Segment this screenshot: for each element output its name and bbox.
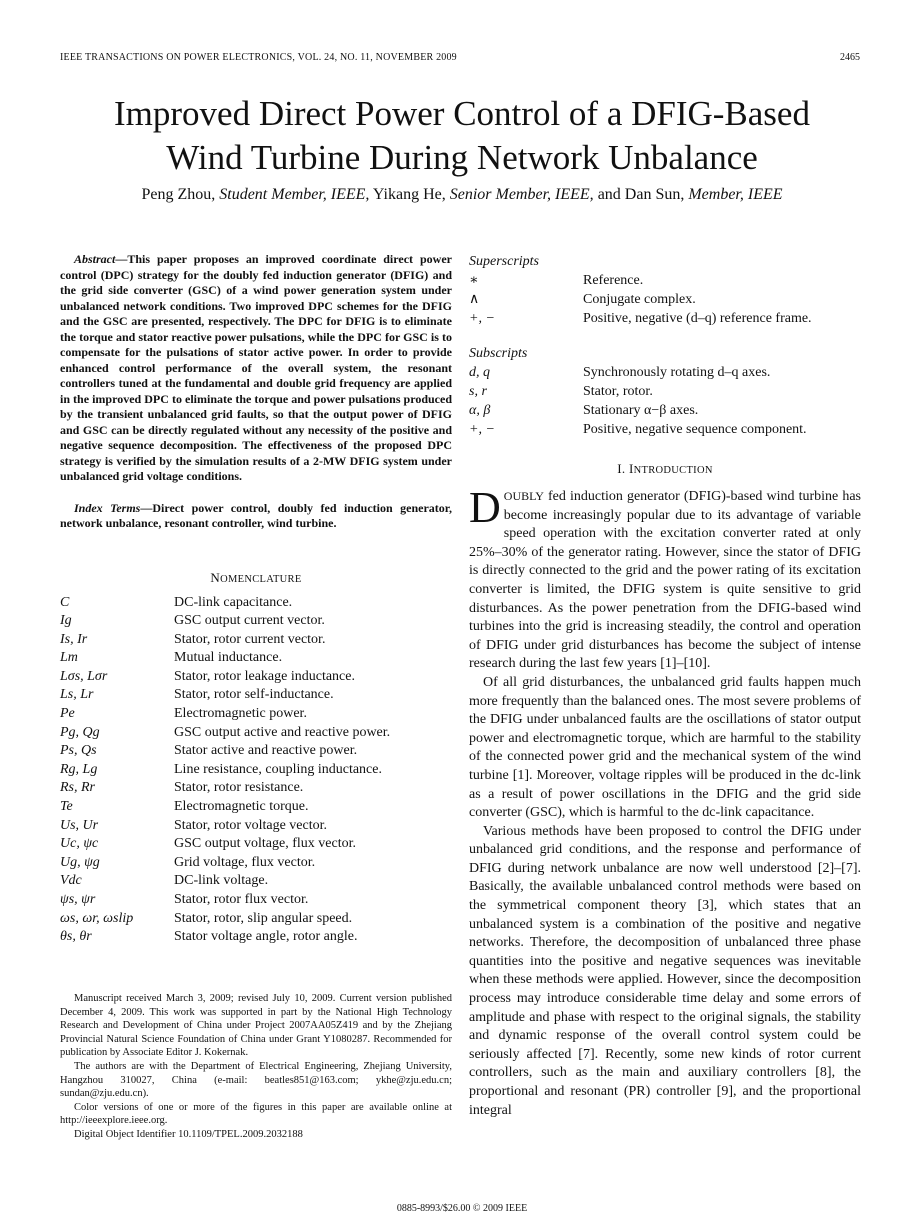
subscripts-list [469, 363, 861, 439]
nomenclature-description: Stator, rotor self-inductance. [174, 687, 334, 703]
nomenclature-symbol: Lσs, Lσr [60, 668, 108, 684]
introduction-body [469, 483, 861, 1120]
nomenclature-description: Grid voltage, flux vector. [174, 854, 316, 870]
intro-paragraph-3: Various methods have been proposed to control the DFIG under unbalanced grid conditions, and the response and performance of DFIG during network unbalance are now well understood [2]–[7]. Basically, the available unbalanced control methods were based on the symmetrical component theory [3], which states that an unbalanced system is a combination of the positive and negative networks. Therefore, the decomposition of unbalanced three phase quantities into the positive and negative sequences was inevitable when these methods were applied. However, since the decomposition process may introduce considerable time delay and some errors of amplitude and phase with respect to the original signals, the stability and dynamic response of the overall control system could be seriously affected [7]. Recently, some new kinds of rotor current controllers, such as the main and auxiliary controllers [8], the proportional and resonant (PR) controller [9], and the proportional integral [469, 823, 861, 1118]
subscript-row [469, 382, 861, 401]
title-line-2: Wind Turbine During Network Unbalance [166, 138, 758, 177]
subscript-row [469, 363, 861, 382]
nomenclature-row [60, 761, 452, 780]
footnote-color: Color versions of one or more of the figures in this paper are available online at http://ieeexplore.ieee.org. [60, 1101, 452, 1127]
nomenclature-description: GSC output active and reactive power. [174, 724, 391, 740]
intro-paragraph-1: DOUBLY fed induction generator (DFIG)-based wind turbine has become increasingly popular due to its advantage of variable speed operation with the excitation converter rated at only 25%–30% of the generator rating. However, since the stator of DFIG is directly connected to the grid and the power rating of its excitation converter is limited, the DFIG system is quite sensitive to grid disturbances. As the power penetration from the DFIG-based wind turbines into the grid is increasing steadily, the control and operation of DFIG under grid disturbances has become the subject of intense research during the last few years [1]–[10]. [469, 483, 861, 672]
footnotes [60, 992, 452, 1142]
superscript-symbol: +, − [469, 311, 495, 326]
footnote-affiliation: The authors are with the Department of Electrical Engineering, Zhejiang University, Hangzhou 310027, China (e-mail: beatles851@163.com; ykhe@zju.edu.cn; sundan@zju.edu.cn). [60, 1060, 452, 1100]
subscript-description: Stator, rotor. [583, 384, 653, 399]
author-3: and Dan Sun, [597, 186, 685, 203]
nomenclature-description: DC-link voltage. [174, 873, 269, 889]
nomenclature-description: Line resistance, coupling inductance. [174, 761, 382, 777]
subscript-row [469, 401, 861, 420]
abstract-label: Abstract [74, 252, 116, 266]
superscript-symbol: ∗ [469, 273, 479, 288]
nomenclature-symbol: Rs, Rr [60, 780, 95, 796]
superscript-description: Reference. [583, 273, 644, 288]
journal-header: IEEE TRANSACTIONS ON POWER ELECTRONICS, VOL. 24, NO. 11, NOVEMBER 2009 [60, 52, 457, 63]
index-terms-text: —Direct power control, doubly fed induction generator, network unbalance, resonant controller, wind turbine. [60, 500, 452, 530]
nomenclature-row [60, 910, 452, 929]
abstract-text: —This paper proposes an improved coordinate direct power control (DPC) strategy for the doubly fed induction generator (DFIG) and the grid side converter (GSC) of a wind power generation system under unbalanced network conditions. Two improved DPC schemes for the DFIG and the GSC are presented, respectively. The DPC for DFIG is to eliminate the torque and stator reactive power pulsations, while the DPC for GSC is to compensate for the pulsations of stator active power. In order to provide enhanced control performance of the overall system, the resonant controllers tuned at the fundamental and double grid frequency are applied in the improved DPC to eliminate the torque and power pulsations produced by the transient unbalanced grid faults, so that the output power of DFIG and GSC can be directly regulated without any necessity of the positive and negative sequence decomposition. The effectiveness of the proposed DPC strategy is verified by the simulation results of a 2-MW DFIG system under unbalanced grid voltage conditions. [60, 252, 452, 483]
nomenclature-symbol: Ig [60, 613, 72, 629]
subscript-row [469, 420, 861, 439]
index-terms [60, 501, 452, 532]
subscript-description: Positive, negative sequence component. [583, 422, 807, 437]
nomenclature-symbol: Rg, Lg [60, 761, 98, 777]
nomenclature-description: Stator, rotor resistance. [174, 780, 304, 796]
nomenclature-symbol: ψs, ψr [60, 892, 96, 907]
superscript-row [469, 271, 861, 290]
nomenclature-description: Electromagnetic torque. [174, 799, 309, 815]
nomenclature-symbol: Uc, ψc [60, 836, 99, 852]
subscript-symbol: s, r [469, 384, 487, 399]
superscripts-title: Superscripts [469, 254, 539, 269]
nomenclature-symbol: Us, Ur [60, 817, 99, 833]
nomenclature-row [60, 891, 452, 910]
nomenclature-row [60, 835, 452, 854]
nomenclature-description: Stator, rotor leakage inductance. [174, 668, 355, 684]
nomenclature-row [60, 612, 452, 631]
author-3-role: Member, IEEE [688, 186, 783, 203]
nomenclature-description: GSC output current vector. [174, 613, 325, 629]
drop-cap: D [469, 483, 501, 532]
nomenclature-row [60, 854, 452, 873]
left-column [60, 252, 452, 947]
nomenclature-row [60, 631, 452, 650]
nomenclature-description: Electromagnetic power. [174, 706, 307, 722]
intro-paragraph-2: Of all grid disturbances, the unbalanced grid faults happen much more frequently than the balanced ones. The most severe problems of the DFIG under unbalanced faults are the oscillations of stator output power and electromagnetic torque, which are harmful to the stability of the connected power grid and the mechanical system of the wind turbine [1]. Moreover, voltage ripples will be produced in the dc-link as a result of power oscillations in the DFIG and the grid side converter (GSC), which is harmful to the dc-link capacitance. [469, 674, 861, 821]
subscript-description: Stationary α−β axes. [583, 403, 699, 418]
nomenclature-description: Mutual inductance. [174, 650, 283, 666]
nomenclature-list [60, 594, 452, 947]
nomenclature-description: GSC output voltage, flux vector. [174, 836, 356, 852]
nomenclature-description: Stator, rotor, slip angular speed. [174, 910, 353, 926]
author-2: Yikang He, [372, 186, 446, 203]
nomenclature-symbol: Pe [60, 706, 75, 722]
nomenclature-row [60, 817, 452, 836]
nomenclature-symbol: Te [60, 799, 73, 815]
author-1-role: Student Member, IEEE, [219, 186, 370, 203]
author-1: Peng Zhou, [141, 186, 216, 203]
nomenclature-symbol: Pg, Qg [60, 724, 100, 740]
nomenclature-description: Stator, rotor flux vector. [174, 892, 309, 907]
nomenclature-description: DC-link capacitance. [174, 594, 293, 610]
nomenclature-row [60, 705, 452, 724]
paper-title [0, 92, 924, 180]
title-line-1: Improved Direct Power Control of a DFIG-Based [114, 94, 810, 133]
nomenclature-row [60, 668, 452, 687]
nomenclature-description: Stator, rotor voltage vector. [174, 817, 328, 833]
superscript-description: Positive, negative (d–q) reference frame. [583, 311, 812, 326]
superscript-row [469, 290, 861, 309]
right-column [469, 252, 861, 1120]
superscript-symbol: ∧ [469, 292, 480, 307]
superscript-description: Conjugate complex. [583, 292, 696, 307]
superscript-row [469, 309, 861, 328]
author-2-role: Senior Member, IEEE, [449, 186, 594, 203]
nomenclature-symbol: Ug, ψg [60, 854, 100, 870]
abstract [60, 252, 452, 485]
nomenclature-symbol: ωs, ωr, ωslip [60, 910, 134, 926]
nomenclature-row [60, 742, 452, 761]
nomenclature-heading: NOMENCLATURE [210, 569, 302, 585]
subscript-description: Synchronously rotating d–q axes. [583, 365, 771, 380]
page-number: 2465 [840, 52, 860, 63]
subscript-symbol: d, q [469, 365, 490, 380]
nomenclature-row [60, 724, 452, 743]
nomenclature-symbol: Vdc [60, 873, 82, 889]
nomenclature-row [60, 798, 452, 817]
subscript-symbol: α, β [469, 403, 491, 418]
nomenclature-description: Stator active and reactive power. [174, 743, 358, 759]
copyright-footer: 0885-8993/$26.00 © 2009 IEEE [396, 1203, 528, 1214]
nomenclature-row [60, 872, 452, 891]
subscripts-title: Subscripts [469, 346, 528, 361]
nomenclature-row [60, 779, 452, 798]
superscripts-list [469, 271, 861, 328]
nomenclature-description: Stator voltage angle, rotor angle. [174, 929, 358, 945]
nomenclature-symbol: Is, Ir [60, 631, 88, 647]
nomenclature-symbol: C [60, 594, 70, 610]
nomenclature-row [60, 594, 452, 613]
nomenclature-row [60, 928, 452, 947]
nomenclature-symbol: Ls, Lr [60, 687, 94, 703]
nomenclature-description: Stator, rotor current vector. [174, 631, 326, 647]
author-list [0, 186, 924, 204]
index-terms-label: Index Terms [74, 500, 141, 515]
footnote-manuscript: Manuscript received March 3, 2009; revised July 10, 2009. Current version published December 4, 2009. This work was supported in part by the National High Technology Research and Development of China under Project 2007AA05Z419 and by the Zhejiang Provincial Natural Science Foundation of China under Grant Y1080287. Recommended for publication by Associate Editor J. Kokernak. [60, 993, 452, 1059]
nomenclature-row [60, 649, 452, 668]
nomenclature-row [60, 686, 452, 705]
subscript-symbol: +, − [469, 422, 495, 437]
nomenclature-symbol: θs, θr [60, 929, 92, 945]
nomenclature-symbol: Lm [60, 650, 78, 666]
footnote-doi: Digital Object Identifier 10.1109/TPEL.2009.2032188 [74, 1128, 303, 1140]
nomenclature-symbol: Ps, Qs [60, 743, 97, 759]
introduction-heading: I. INTRODUCTION [617, 461, 713, 476]
